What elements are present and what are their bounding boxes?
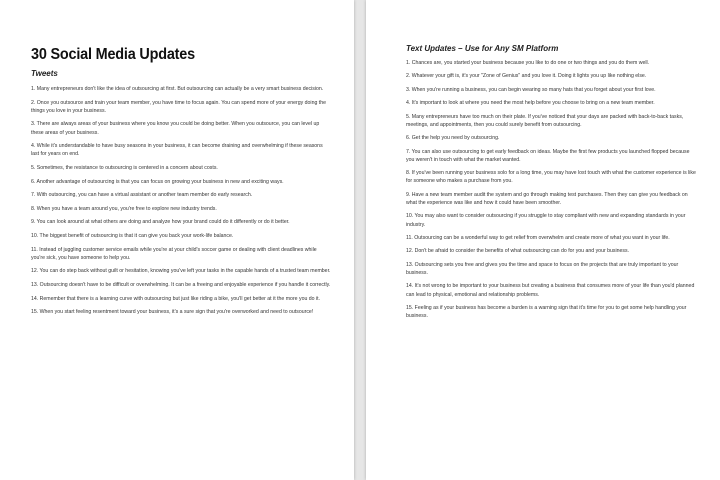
list-item: 4. It's important to look at where you need the most help before you choose to bring on a new team member. (406, 100, 655, 107)
list-item: 4. While it's understandable to have busy seasons in your business, it can become draining and overwhelming if these seasons last for years on end. (31, 143, 323, 158)
list-item: 6. Get the help you need by outsourcing. (406, 135, 500, 142)
list-item: 8. If you've been running your business solo for a long time, you may have lost touch with what the customer experience is like for someone who makes a purchase from you. (406, 170, 696, 185)
list-item: 1. Chances are, you started your business because you like to do one or two things and you do them well. (406, 60, 650, 66)
list-item: 9. Have a new team member audit the system and go through making test purchases. Then they can give you feedback on what the experience was like and how it could have been smoother. (406, 191, 688, 206)
list-item: 3. When you're running a business, you can begin wearing so many hats that you forget about your first love. (406, 86, 656, 93)
list-item: 13. Outsourcing doesn't have to be difficult or overwhelming. It can be a freeing and enjoyable experience if you handle it correctly. (31, 281, 331, 288)
list-item: 15. Feeling as if your business has become a burden is a warning sign that it's time for you to get some help handling your business. (406, 304, 687, 320)
list-item: 2. Once you outsource and train your team member, you have time to focus again. You can spend more of your energy doing the things you love in your business. (31, 99, 326, 114)
list-item: 14. Remember that there is a learning curve with outsourcing but just like riding a bike, you'll get better at it the more you do it. (31, 295, 321, 302)
list-item: 12. You can do step back without guilt or hesitation, knowing you've left your tasks in the capable hands of a trusted team member. (31, 268, 331, 275)
list-item: 8. When you have a team around you, you're free to explore new industry trends. (31, 205, 217, 212)
list-item: 14. It's not wrong to be important to your business but creating a business that consumes more of your life than you'd planned can lead to physical, emotional and relationship problems. (406, 283, 695, 298)
list-item: 10. The biggest benefit of outsourcing is that it can give you back your work-life balance. (31, 232, 234, 239)
list-item: 15. When you start feeling resentment toward your business, it's a sure sign that you're overworked and need to outsource! (31, 309, 314, 316)
list-item: 5. Sometimes, the resistance to outsourcing is centered in a concern about costs. (31, 164, 218, 171)
text-updates-list (406, 59, 698, 320)
list-item: 2. Whatever your gift is, it's your "Zone of Genius" and you love it. Doing it lights you up like nothing else. (406, 73, 647, 80)
list-item: 1. Many entrepreneurs don't like the idea of outsourcing at first. But outsourcing can actually be a very smart business decision. (31, 86, 324, 92)
list-item: 12. Don't be afraid to consider the benefits of what outsourcing can do for you and your business. (406, 248, 630, 255)
list-item: 7. You can also use outsourcing to get early feedback on ideas. Maybe the first few products you launched flopped because you weren't in touch with what the market wanted. (406, 148, 690, 163)
list-item: 13. Outsourcing sets you free and gives you the time and space to focus on the projects that are truly important to your business. (406, 261, 679, 276)
document-title: 30 Social Media Updates (31, 46, 195, 63)
document-page-left (0, 0, 354, 480)
list-item: 6. Another advantage of outsourcing is that you can focus on growing your business in new and exciting ways. (31, 178, 284, 185)
list-item: 10. You may also want to consider outsourcing if you struggle to stay compliant with new and expanding standards in your industry. (406, 213, 686, 228)
list-item: 9. You can look around at what others are doing and analyze how your brand could do it differently or do it better. (31, 219, 290, 226)
section-heading-tweets: Tweets (31, 69, 58, 78)
list-item: 5. Many entrepreneurs have too much on their plate. If you've noticed that your days are packed with back-to-back tasks, meetings, and appointments, then you could surely benefit from outsourcing. (406, 113, 684, 128)
list-item: 11. Instead of juggling customer service emails while you're at your child's soccer game or dealing with client deadlines while you're sick, you have someone to help you. (31, 246, 317, 261)
list-item: 7. With outsourcing, you can have a virtual assistant or another team member do early research. (31, 192, 253, 199)
tweets-list (31, 85, 332, 316)
list-item: 3. There are always areas of your business where you know you could be doing better. When you outsource, you can level up these areas of your business. (31, 121, 320, 136)
list-item: 11. Outsourcing can be a wonderful way to get relief from overwhelm and create more of what you want in your life. (406, 234, 670, 241)
section-heading-text-updates: Text Updates – Use for Any SM Platform (406, 44, 559, 53)
document-page-right (366, 0, 720, 480)
